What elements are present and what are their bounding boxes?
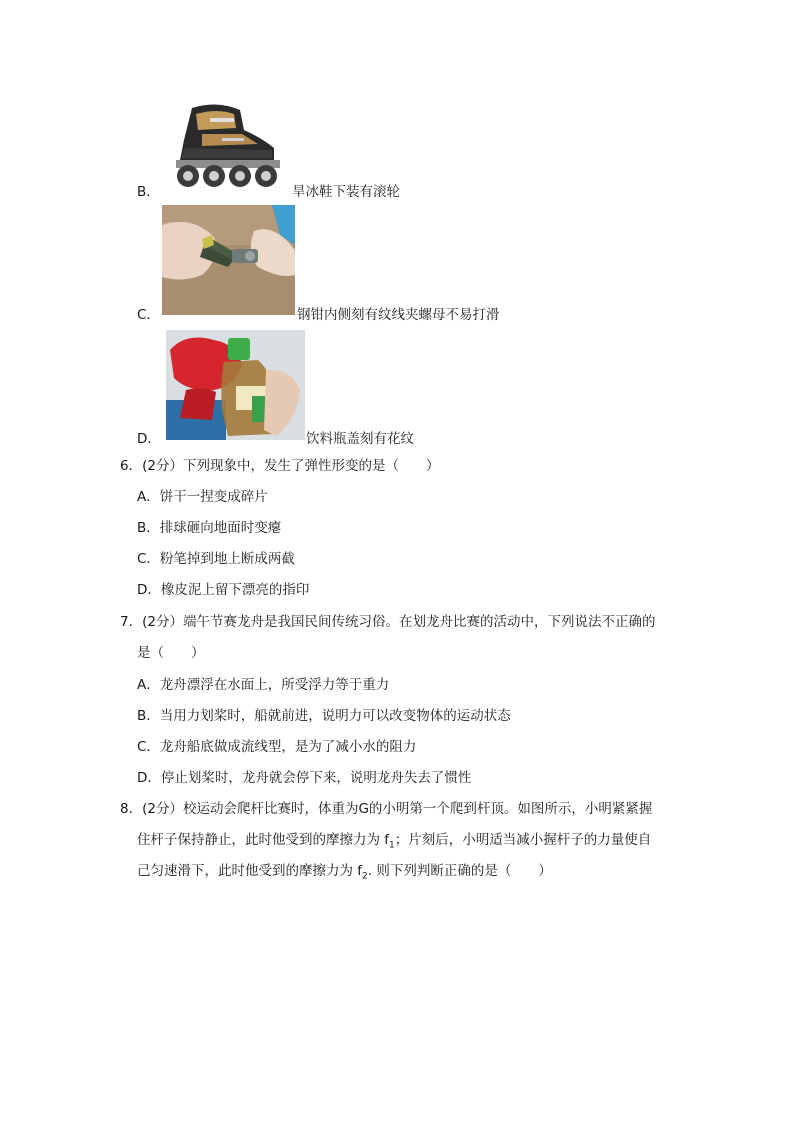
q8-line2-sub: 1 — [389, 840, 395, 851]
q6-option-b: B．排球砸向地面时变瘪 — [137, 520, 282, 536]
q8-line3 — [137, 862, 552, 886]
option-c-letter: C． — [137, 307, 160, 323]
option-d-text: 饮料瓶盖刻有花纹 — [306, 431, 414, 447]
option-d-letter: D． — [137, 431, 161, 447]
q7-option-c: C．龙舟船底做成流线型，是为了减小水的阻力 — [137, 739, 417, 755]
q6-stem: 6．(2分）下列现象中，发生了弹性形变的是（ ） — [120, 458, 440, 474]
q8-line2 — [137, 831, 651, 855]
q8-line3-b: . 则下列判断正确的是（ ） — [367, 863, 552, 879]
q7-stem-line2: 是（ ） — [137, 645, 205, 661]
q7-option-d: D．停止划桨时，龙舟就会停下来，说明龙舟失去了惯性 — [137, 770, 472, 786]
q7-option-b: B．当用力划桨时，船就前进，说明力可以改变物体的运动状态 — [137, 708, 511, 724]
pliers-nut-image — [162, 205, 295, 315]
q6-option-d: D．橡皮泥上留下漂亮的指印 — [137, 582, 310, 598]
roller-skate-image — [162, 100, 290, 190]
q8-line3-a: 己匀速滑下，此时他受到的摩擦力为 f — [137, 863, 363, 879]
option-b-letter: B． — [137, 184, 160, 200]
option-b-text: 旱冰鞋下装有滚轮 — [292, 184, 400, 200]
bottle-cap-image — [166, 330, 305, 440]
q8-line1: 8．(2分）校运动会爬杆比赛时，体重为G的小明第一个爬到杆顶。如图所示，小明紧紧握 — [120, 801, 653, 817]
q8-line2-b: ；片刻后，小明适当减小握杆子的力量使自 — [394, 832, 652, 848]
q6-option-c: C．粉笔掉到地上断成两截 — [137, 551, 295, 567]
q7-stem-line1: 7．(2分）端午节赛龙舟是我国民间传统习俗。在划龙舟比赛的活动中，下列说法不正确的 — [120, 614, 656, 630]
q7-option-a: A．龙舟漂浮在水面上，所受浮力等于重力 — [137, 677, 390, 693]
q8-line3-sub: 2 — [362, 871, 368, 882]
q6-option-a: A．饼干一捏变成碎片 — [137, 489, 268, 505]
option-c-text: 钢钳内侧刻有纹线夹螺母不易打滑 — [297, 307, 500, 323]
q8-line2-a: 住杆子保持静止，此时他受到的摩擦力为 f — [137, 832, 390, 848]
